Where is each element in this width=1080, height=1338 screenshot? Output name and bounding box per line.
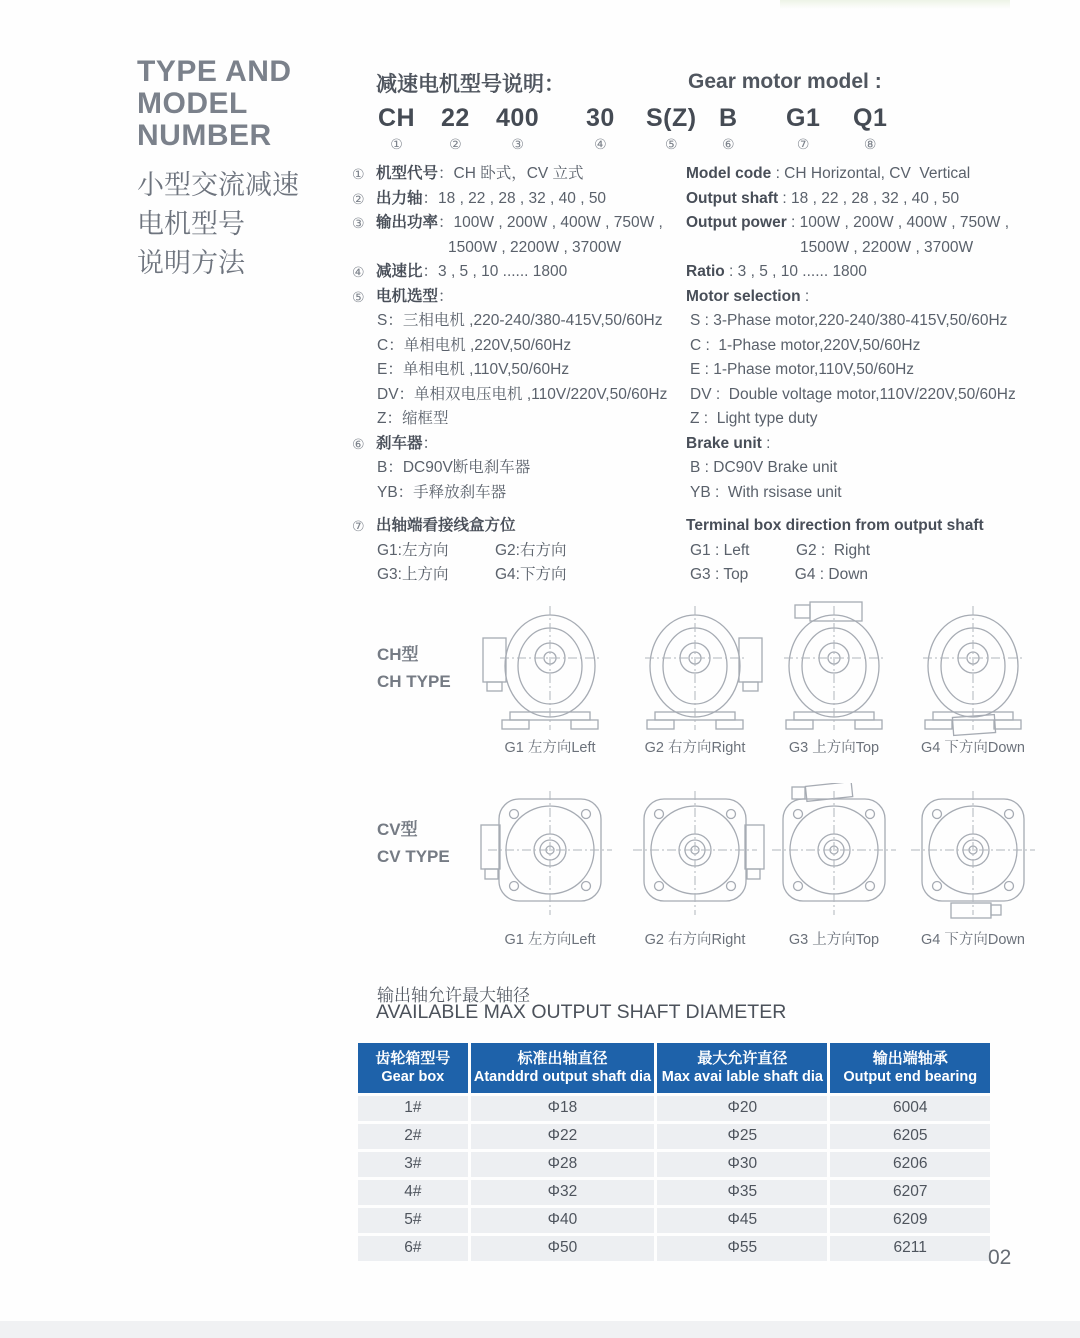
spec-line-cn bbox=[352, 563, 682, 588]
spec-line-cn bbox=[352, 211, 682, 236]
spec-text: YB：手释放刹车器 bbox=[377, 483, 507, 501]
spec-text: G1:左方向 G2:右方向 bbox=[377, 541, 567, 559]
table-cell: 6205 bbox=[830, 1124, 990, 1149]
spec-line-en bbox=[684, 383, 1076, 408]
spec-text: YB : With rsisase unit bbox=[690, 483, 842, 501]
table-cell: 4# bbox=[358, 1180, 468, 1205]
motor-diagram-ch-left-icon bbox=[480, 600, 620, 740]
spec-line-cn bbox=[352, 236, 682, 261]
model-section-title-cn: 减速电机型号说明： bbox=[376, 73, 565, 96]
motor-diagram-cv-down-icon bbox=[903, 783, 1043, 923]
table-row bbox=[358, 1152, 990, 1177]
spec-line-cn bbox=[352, 334, 682, 359]
spec-line-en bbox=[684, 187, 1076, 212]
circled-number-marker: ⑦ bbox=[352, 518, 365, 534]
spec-text: ：3 , 5 , 10 ...... 1800 bbox=[422, 263, 568, 280]
table-cell: Φ45 bbox=[657, 1208, 827, 1233]
page-title-line: TYPE AND bbox=[137, 55, 292, 88]
circled-number: ② bbox=[449, 136, 462, 152]
spec-label: Brake unit bbox=[686, 434, 762, 452]
motor-diagram-cv-right-icon bbox=[625, 783, 765, 923]
table-row bbox=[358, 1236, 990, 1261]
spec-text: Z：缩框型 bbox=[377, 410, 449, 427]
table-cell: Φ22 bbox=[471, 1124, 655, 1149]
spec-text: ： bbox=[422, 434, 439, 452]
motor-diagram-cv-left-icon bbox=[480, 783, 620, 923]
header-label-cn: 标准出轴直径 bbox=[517, 1050, 608, 1067]
table-row bbox=[358, 1180, 990, 1205]
table-cell: 1# bbox=[358, 1096, 468, 1121]
diagram-caption: G1 左方向Left bbox=[504, 932, 596, 948]
shaft-diameter-table bbox=[358, 1043, 990, 1261]
table-cell: 6211 bbox=[830, 1236, 990, 1261]
circled-number: ① bbox=[390, 136, 403, 152]
table-cell: 3# bbox=[358, 1152, 468, 1177]
spec-line-en bbox=[684, 514, 1076, 539]
model-code-part bbox=[441, 104, 470, 153]
header-label-cn: 齿轮箱型号 bbox=[375, 1050, 451, 1067]
table-cell: 6209 bbox=[830, 1208, 990, 1233]
table-row bbox=[358, 1096, 990, 1121]
circled-number-marker: ② bbox=[352, 190, 365, 207]
table-cell: 5# bbox=[358, 1208, 468, 1233]
spec-line-en bbox=[684, 481, 1076, 506]
spec-text: S：三相电机 ,220-240/380-415V,50/60Hz bbox=[377, 312, 663, 329]
spec-label: Output power bbox=[686, 214, 787, 231]
spec-line-cn bbox=[352, 162, 682, 187]
spec-line-en bbox=[684, 309, 1076, 334]
table-header-cell bbox=[358, 1043, 468, 1093]
circled-number: ⑤ bbox=[665, 136, 678, 152]
spec-line-cn bbox=[352, 432, 682, 457]
spec-text: E : 1-Phase motor,110V,50/60Hz bbox=[690, 361, 915, 378]
spec-line-cn bbox=[352, 407, 682, 432]
model-section-title-en: Gear motor model : bbox=[688, 70, 882, 93]
spec-line-cn bbox=[352, 309, 682, 334]
spec-label: 机型代号 bbox=[376, 165, 439, 182]
table-cell: 2# bbox=[358, 1124, 468, 1149]
spec-line-en bbox=[684, 407, 1076, 432]
spec-line-cn bbox=[352, 481, 682, 506]
diagram-caption: G3 上方向Top bbox=[788, 740, 880, 756]
spec-text: G1 : Left G2 : Right bbox=[690, 541, 871, 559]
spec-line-en bbox=[684, 211, 1076, 236]
motor-diagram-ch-top-icon bbox=[764, 600, 904, 740]
spec-list-english bbox=[684, 162, 1076, 588]
spec-line-cn bbox=[352, 358, 682, 383]
diagram-caption: G4 下方向Down bbox=[921, 740, 1025, 756]
diagram-caption: G2 右方向Right bbox=[644, 740, 746, 756]
page-subtitle-line: 电机型号 bbox=[137, 209, 245, 239]
spec-text: 1500W , 2200W , 3700W bbox=[800, 238, 974, 256]
spec-text: : 100W , 200W , 400W , 750W , bbox=[786, 214, 1010, 231]
circled-number: ⑦ bbox=[796, 136, 810, 152]
table-cell: Φ28 bbox=[471, 1152, 655, 1177]
page-subtitle-line: 说明方法 bbox=[137, 248, 245, 278]
spec-line-en bbox=[684, 563, 1076, 588]
spec-text: ：100W , 200W , 400W , 750W , bbox=[438, 214, 663, 231]
spec-line-en bbox=[684, 236, 1076, 261]
spec-label: 出力轴 bbox=[376, 189, 423, 207]
shaft-table-title-cn: 输出轴允许最大轴径 bbox=[377, 986, 530, 1005]
model-code-part bbox=[786, 104, 820, 153]
spec-label: 减速比 bbox=[376, 263, 423, 280]
spec-label: 输出功率 bbox=[376, 214, 439, 231]
diagram-caption: G3 上方向Top bbox=[788, 932, 880, 948]
motor-diagram-cv-top-icon bbox=[764, 783, 904, 923]
model-code-segment: S(Z) bbox=[646, 104, 697, 132]
model-code-segment: G1 bbox=[786, 104, 821, 132]
spec-text: E：单相电机 ,110V,50/60Hz bbox=[377, 361, 570, 378]
table-row bbox=[358, 1208, 990, 1233]
spec-label: 出轴端看接线盒方位 bbox=[376, 517, 516, 534]
circled-number-marker: ⑥ bbox=[352, 435, 365, 452]
spec-text: S : 3-Phase motor,220-240/380-415V,50/60Hz bbox=[690, 312, 1008, 329]
page-title-line: NUMBER bbox=[137, 119, 272, 152]
circled-number-marker: ③ bbox=[352, 215, 365, 231]
spec-text: : 3 , 5 , 10 ...... 1800 bbox=[724, 263, 867, 280]
ch-type-label bbox=[377, 641, 451, 695]
spec-line-cn bbox=[352, 383, 682, 408]
diagram-caption: G4 下方向Down bbox=[921, 932, 1025, 948]
spec-text: C：单相电机 ,220V,50/60Hz bbox=[377, 336, 572, 354]
spec-label: Motor selection bbox=[686, 287, 801, 305]
spec-label: 刹车器 bbox=[376, 434, 423, 452]
diagram-caption: G1 左方向Left bbox=[504, 740, 596, 756]
spec-text: Z : Light type duty bbox=[690, 410, 818, 427]
spec-text: G3:上方向 G4:下方向 bbox=[377, 566, 567, 583]
spec-label: Output shaft bbox=[686, 189, 779, 207]
model-code-segment: 30 bbox=[586, 104, 615, 132]
page-subtitle bbox=[137, 166, 299, 283]
model-code-segment: 22 bbox=[441, 104, 470, 132]
model-code-part bbox=[586, 104, 615, 153]
spec-line-en bbox=[684, 285, 1076, 310]
table-cell: 6207 bbox=[830, 1180, 990, 1205]
spec-line-cn bbox=[352, 285, 682, 310]
cv-type-label-cn: CV型 bbox=[377, 820, 418, 839]
spec-label: Model code bbox=[686, 165, 772, 182]
header-label-en: Output end bearing bbox=[843, 1069, 978, 1085]
table-header-cell bbox=[471, 1043, 655, 1093]
spec-line-en bbox=[684, 162, 1076, 187]
scan-artifact bbox=[780, 0, 1010, 9]
table-cell: Φ32 bbox=[471, 1180, 655, 1205]
spec-label: Ratio bbox=[686, 263, 725, 280]
spec-text: : bbox=[761, 434, 771, 452]
table-cell: 6004 bbox=[830, 1096, 990, 1121]
table-cell: 6# bbox=[358, 1236, 468, 1261]
table-header-cell bbox=[830, 1043, 990, 1093]
model-code-part bbox=[853, 104, 887, 153]
circled-number: ⑧ bbox=[863, 136, 877, 152]
spec-text: C : 1-Phase motor,220V,50/60Hz bbox=[690, 336, 921, 354]
page-header bbox=[137, 56, 299, 283]
spec-text: DV：单相双电压电机 ,110V/220V,50/60Hz bbox=[377, 385, 668, 403]
spec-label: 电机选型 bbox=[376, 287, 439, 305]
bottom-page-strip bbox=[0, 1321, 1080, 1338]
spec-label: Terminal box direction from output shaft bbox=[686, 517, 984, 534]
ch-type-label-en: CH TYPE bbox=[377, 672, 451, 691]
motor-diagram-ch-down-icon bbox=[903, 600, 1043, 740]
page-subtitle-line: 小型交流减速 bbox=[137, 170, 299, 200]
table-cell: Φ55 bbox=[657, 1236, 827, 1261]
spec-line-en bbox=[684, 539, 1076, 564]
table-cell: Φ35 bbox=[657, 1180, 827, 1205]
table-header-row bbox=[358, 1043, 990, 1093]
spec-text: ： bbox=[438, 287, 454, 305]
spec-list-chinese bbox=[352, 162, 682, 588]
model-code-part bbox=[496, 104, 539, 153]
spec-line-en bbox=[684, 456, 1076, 481]
table-cell: Φ20 bbox=[657, 1096, 827, 1121]
cv-type-label bbox=[377, 816, 450, 870]
table-cell: Φ50 bbox=[471, 1236, 655, 1261]
table-cell: Φ25 bbox=[657, 1124, 827, 1149]
header-label-en: Gear box bbox=[381, 1069, 445, 1085]
model-code-segment: 400 bbox=[496, 104, 540, 132]
spec-line-en bbox=[684, 260, 1076, 285]
spec-text: : bbox=[800, 287, 810, 305]
shaft-table-title-en: AVAILABLE MAX OUTPUT SHAFT DIAMETER bbox=[376, 1001, 787, 1023]
spec-text: 1500W , 2200W , 3700W bbox=[448, 238, 622, 256]
spec-line-cn bbox=[352, 456, 682, 481]
model-code-segment: B bbox=[719, 104, 738, 132]
model-code-segment: CH bbox=[378, 104, 416, 132]
spec-text: ：18 , 22 , 28 , 32 , 40 , 50 bbox=[422, 189, 607, 207]
ch-type-label-cn: CH型 bbox=[377, 645, 419, 664]
table-cell: 6206 bbox=[830, 1152, 990, 1177]
page-title-line: MODEL bbox=[137, 87, 248, 120]
model-code-segment: Q1 bbox=[853, 104, 888, 132]
table-row bbox=[358, 1124, 990, 1149]
spec-line-en bbox=[684, 334, 1076, 359]
table-header-cell bbox=[657, 1043, 827, 1093]
table-cell: Φ40 bbox=[471, 1208, 655, 1233]
header-label-en: Atanddrd output shaft dia bbox=[473, 1069, 652, 1085]
table-cell: Φ30 bbox=[657, 1152, 827, 1177]
model-code-part bbox=[646, 104, 697, 153]
spec-text: ：CH 卧式，CV 立式 bbox=[438, 165, 584, 182]
spec-text: B：DC90V断电刹车器 bbox=[377, 459, 531, 476]
circled-number-marker: ④ bbox=[352, 264, 365, 280]
cv-type-label-en: CV TYPE bbox=[377, 847, 450, 866]
circled-number-marker: ⑤ bbox=[352, 288, 365, 305]
header-label-cn: 输出端轴承 bbox=[872, 1050, 948, 1067]
spec-line-cn bbox=[352, 260, 682, 285]
circled-number: ⑥ bbox=[722, 136, 735, 152]
circled-number: ③ bbox=[511, 136, 524, 152]
model-code-part bbox=[378, 104, 415, 153]
spec-text: : CH Horizontal, CV Vertical bbox=[771, 165, 971, 182]
model-code-part bbox=[719, 104, 738, 153]
spec-text: : 18 , 22 , 28 , 32 , 40 , 50 bbox=[778, 189, 960, 207]
motor-diagram-ch-right-icon bbox=[625, 600, 765, 740]
spec-line-cn bbox=[352, 187, 682, 212]
spec-line-en bbox=[684, 358, 1076, 383]
spec-text: B : DC90V Brake unit bbox=[690, 459, 838, 476]
header-label-cn: 最大允许直径 bbox=[697, 1050, 788, 1067]
header-label-en: Max avai lable shaft dia bbox=[661, 1069, 823, 1085]
spec-text: DV : Double voltage motor,110V/220V,50/60Hz bbox=[690, 385, 1016, 403]
spec-line-en bbox=[684, 432, 1076, 457]
page-number: 02 bbox=[988, 1246, 1012, 1269]
spec-text: G3 : Top G4 : Down bbox=[690, 566, 869, 583]
circled-number: ④ bbox=[594, 136, 607, 152]
spec-line-cn bbox=[352, 539, 682, 564]
table-cell: Φ18 bbox=[471, 1096, 655, 1121]
diagram-caption: G2 右方向Right bbox=[644, 932, 746, 948]
spec-line-cn bbox=[352, 514, 682, 539]
circled-number-marker: ① bbox=[352, 166, 365, 182]
